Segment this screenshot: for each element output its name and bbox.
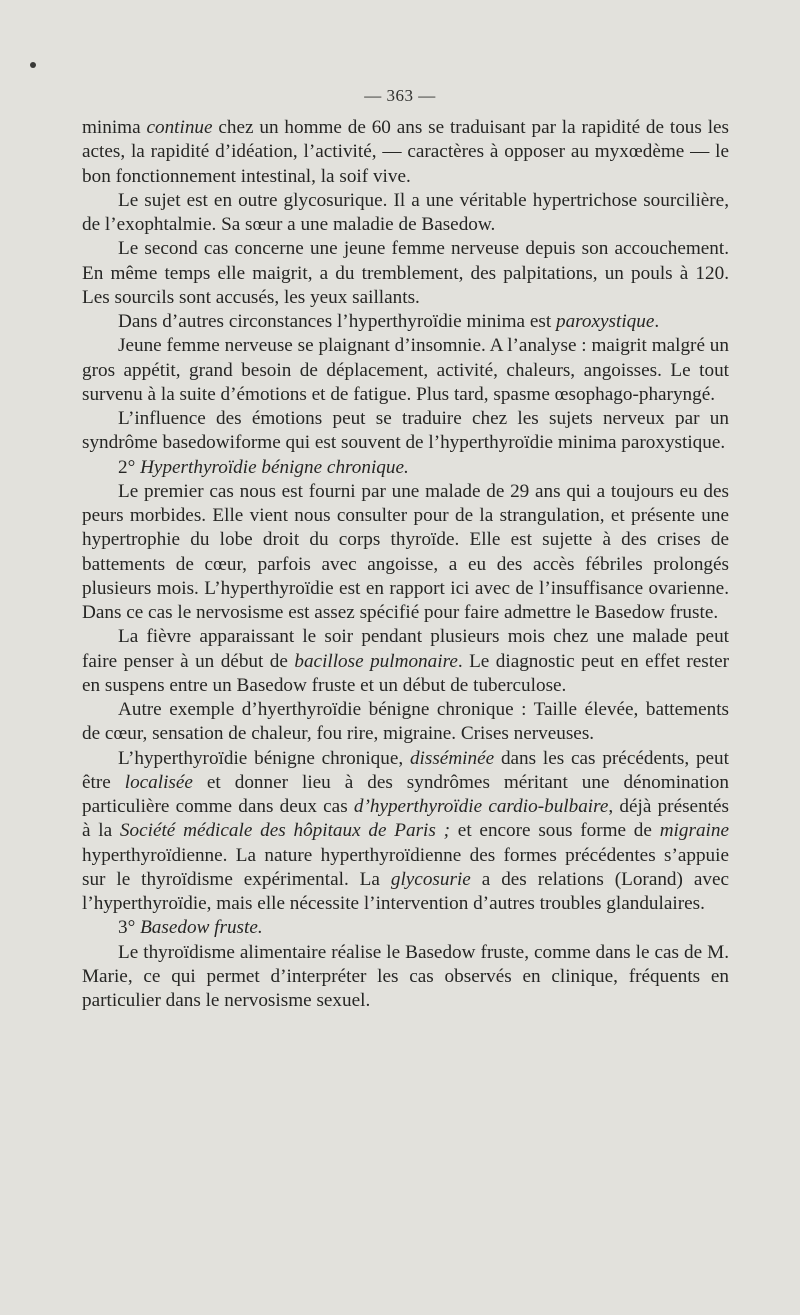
body-text [82,116,729,1013]
paragraph-10: Autre exemple d’hyerthyroïdie bénigne chronique : Taille élevée, battements de cœur, sensation de chaleur, fou rire, migraine. Crises nerveuses. [82,699,729,745]
section-heading-2: 2° Hyperthyroïdie bénigne chronique. [118,456,409,478]
paragraph-6: L’influence des émotions peut se traduire chez les sujets nerveux par un syndrôme basedowiforme qui est souvent de l’hyperthyroïdie minima paroxystique. [82,408,729,454]
paragraph-1: minima continue chez un homme de 60 ans se traduisant par la rapidité de tous les actes, la rapidité d’idéation, l’activité, — caractères à opposer au myxœdème — le bon fonctionnement intestinal, la soif vive. [82,117,730,187]
paragraph-13: Le thyroïdisme alimentaire réalise le Basedow fruste, comme dans le cas de M. Marie, ce qui permet d’interpréter les cas observés en clinique, fréquents en particulier dans le nervosisme sexuel. [82,941,729,1011]
paragraph-4: Dans d’autres circonstances l’hyperthyroïdie minima est paroxystique. [118,311,660,332]
paragraph-9: La fièvre apparaissant le soir pendant plusieurs mois chez une malade peut faire penser à un début de bacillose pulmonaire. Le diagnostic peut en effet rester en suspens entre un Basedow fruste et un début de tuberculose. [82,626,729,696]
paragraph-11: L’hyperthyroïdie bénigne chronique, disséminée dans les cas précédents, peut être localisée et donner lieu à des syndrômes méritant une dénomination particulière comme dans deux cas d’hyperthyroïdie cardio-bulbaire, déjà présentés à la Société médicale des hôpitaux de Paris ; et encore sous forme de migraine hyperthyroïdienne. La nature hyperthyroïdienne des formes précédentes s’appuie sur le thyroïdisme expérimental. La glycosurie a des relations (Lorand) avec l’hyperthyroïdie, mais elle nécessite l’intervention d’autres troubles glandulaires. [82,747,729,914]
section-heading-3: 3° Basedow fruste. [118,917,263,939]
paragraph-8: Le premier cas nous est fourni par une malade de 29 ans qui a toujours eu des peurs morbides. Elle vient nous consulter pour de la strangulation, et présente une hypertrophie du lobe droit du corps thyroïde. Elle est sujette à des crises de battements de cœur, parfois avec angoisse, a eu des accès fébriles prolongés plusieurs mois. L’hyperthyroïdie est en rapport ici avec de l’insuffisance ovarienne. Dans ce cas le nervosisme est assez spécifié pour faire admettre le Basedow fruste. [82,480,729,623]
section-title: Hyperthyroïdie bénigne chronique. [140,456,409,478]
section-title: Basedow fruste. [140,917,263,939]
page-number: — 363 — [364,86,436,105]
emphasis: paroxystique [555,311,655,332]
margin-dot [30,62,36,68]
paragraph-5: Jeune femme nerveuse se plaignant d’insomnie. A l’analyse : maigrit malgré un gros appétit, grand besoin de déplacement, activité, chaleurs, angoisses. Le tout survenu à la suite d’émotions et de fatigue. Plus tard, spasme œsophago-pharyngé. [82,335,729,405]
emphasis: continue [146,117,213,138]
paragraph-3: Le second cas concerne une jeune femme nerveuse depuis son accouchement. En même temps elle maigrit, a du tremblement, des palpitations, un pouls à 120. Les sourcils sont accusés, les yeux saillants. [82,238,729,308]
emphasis: bacillose pulmonaire [294,650,458,672]
paragraph-2: Le sujet est en outre glycosurique. Il a une véritable hypertrichose sourcilière, de l’exophtalmie. Sa sœur a une maladie de Basedow. [82,189,729,235]
